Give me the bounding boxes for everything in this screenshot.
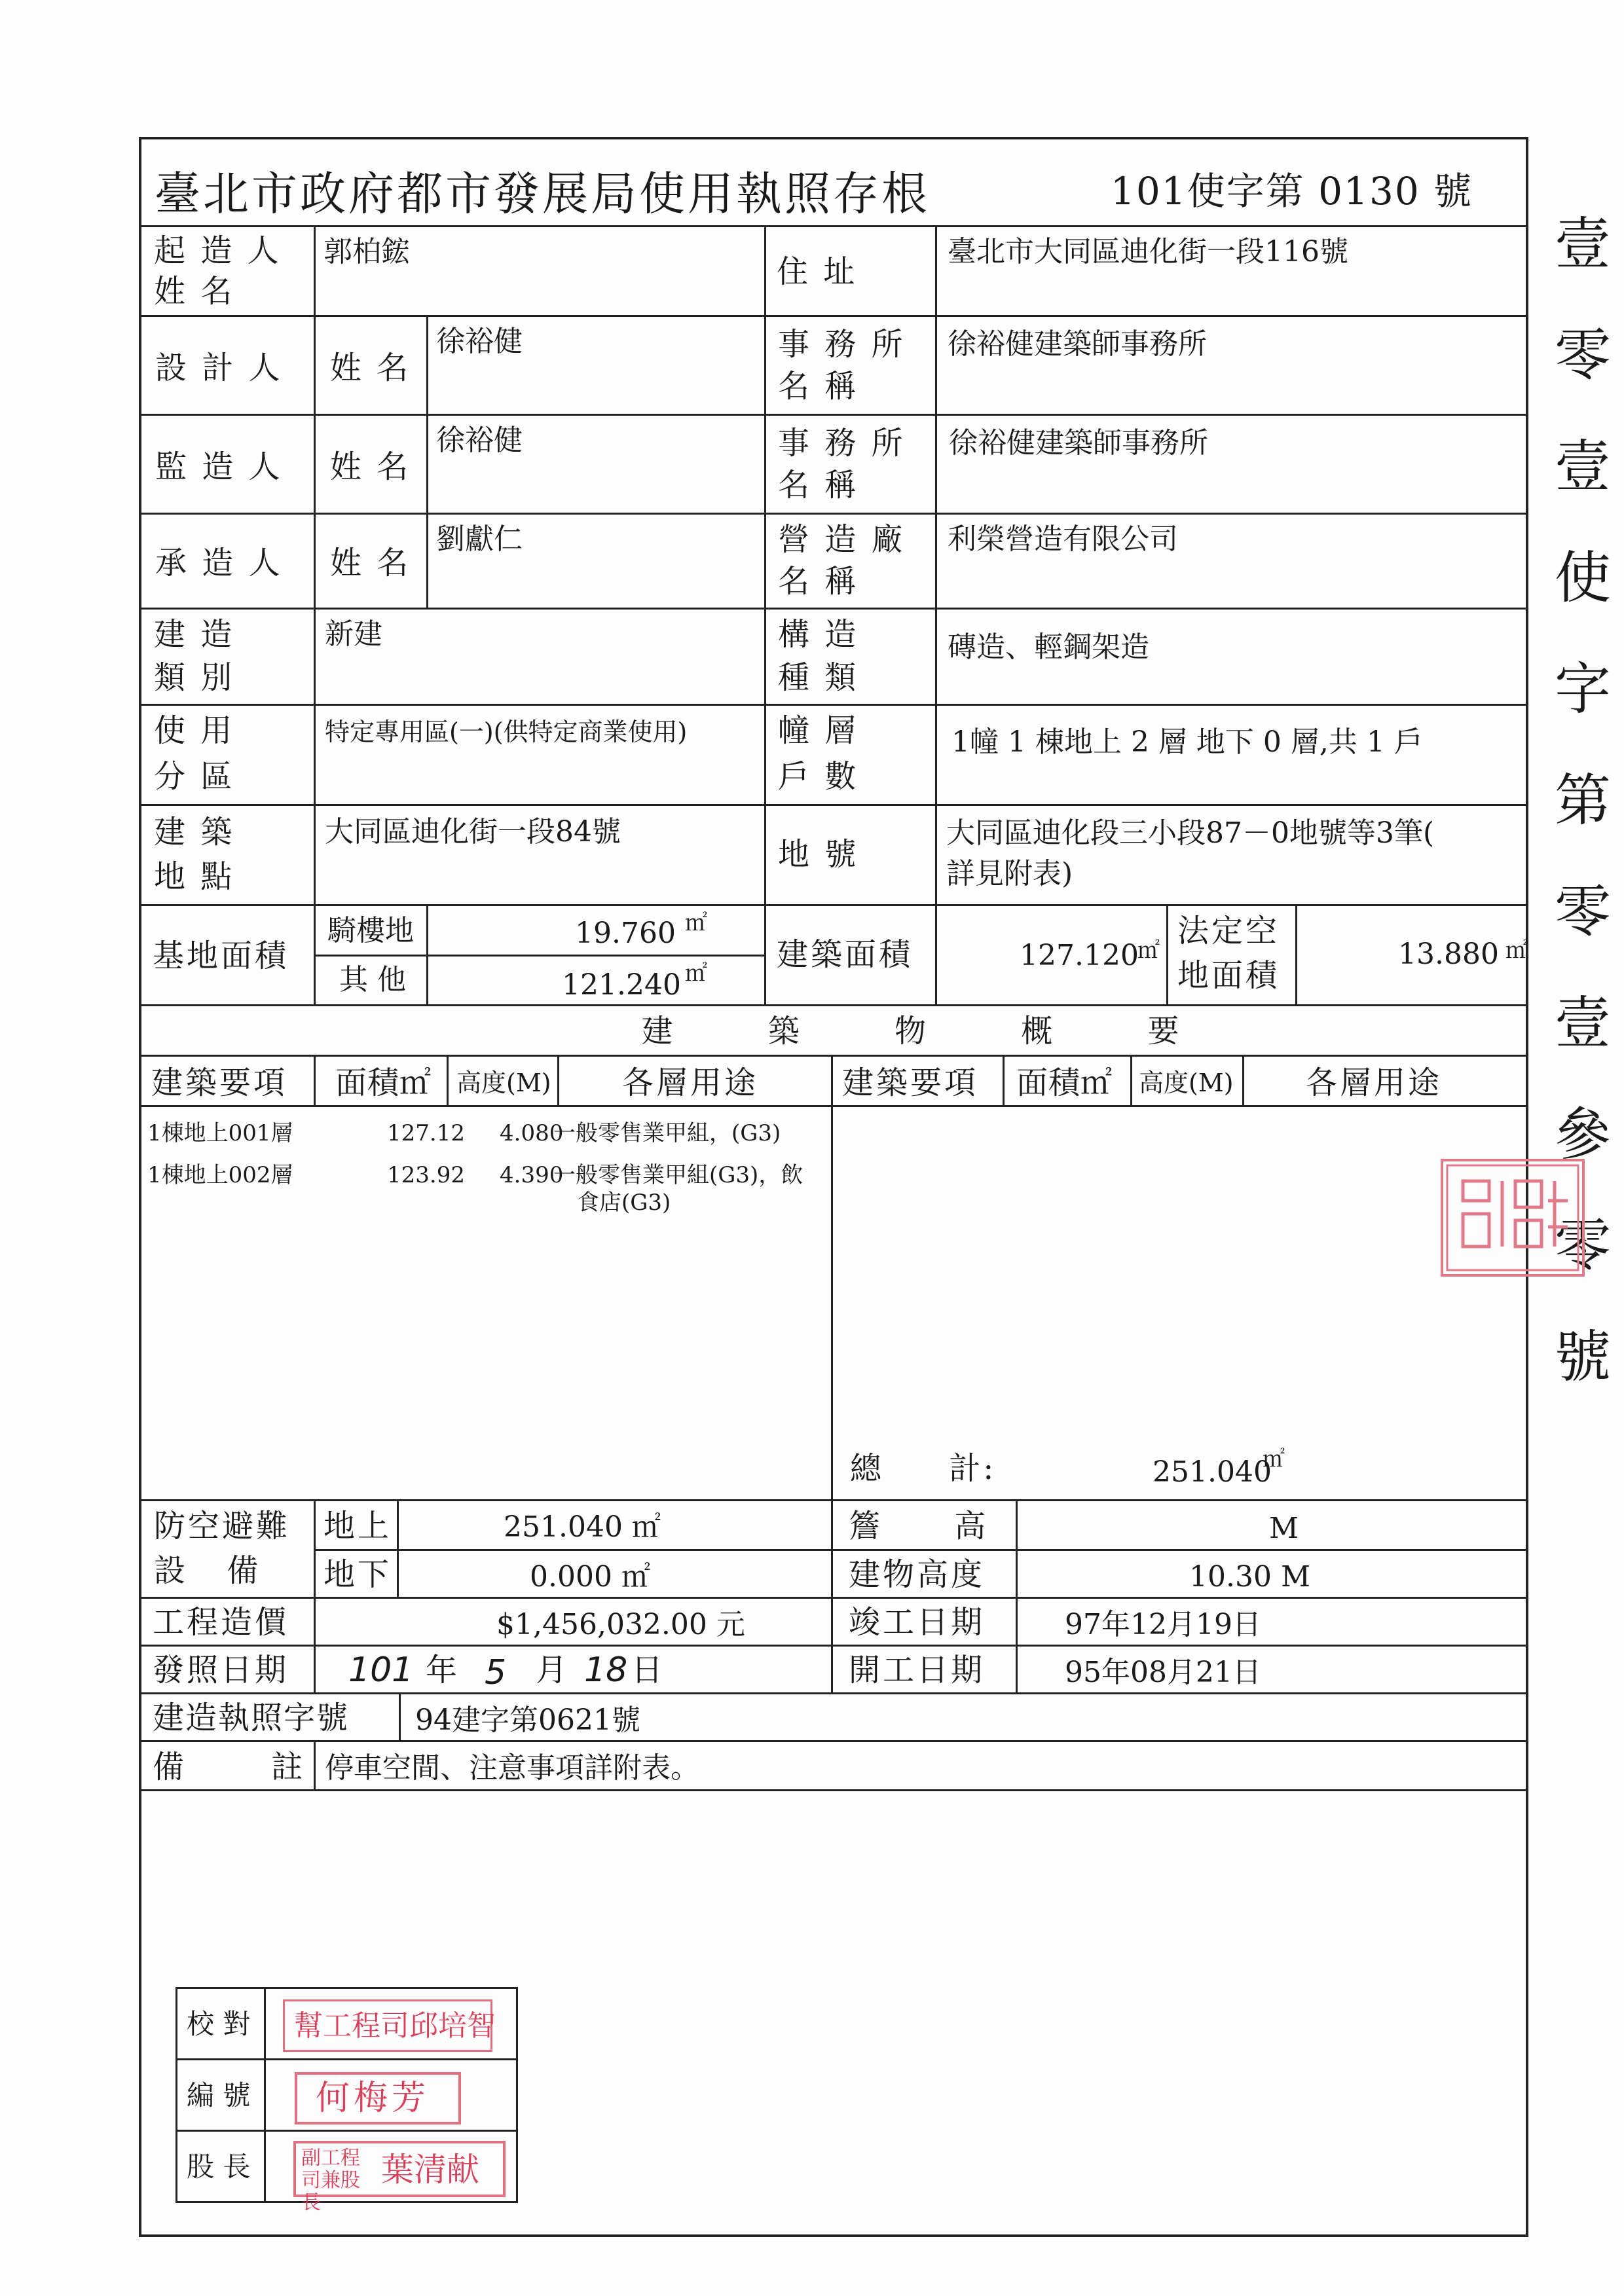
eave-label-cell: 簷 高 [831,1499,1018,1551]
side-char: 零 [1555,323,1611,388]
above-value: 251.040 ㎡ [504,1510,661,1544]
permit-value-cell [399,1692,1528,1742]
side-char: 參 [1555,1102,1611,1167]
chief-label-cell: 股 長 [175,2130,266,2203]
shelter-label-cell: 防空避難 設 備 [139,1499,316,1599]
base-area-label-cell: 基地面積 [139,904,316,1006]
supervisor-office: 徐裕健建築師事務所 [949,426,1208,460]
entry-use: 一般零售業甲組(G3)，飲 [553,1162,803,1188]
summary-section-title: 建 築 物 概 要 [641,1013,1179,1049]
total-value: 251.040 [1153,1455,1272,1489]
eave-value-cell [1016,1499,1528,1551]
entry-height: 4.080 [500,1120,564,1146]
building-area-label-cell: 建築面積 [764,904,937,1006]
document-number: 101使字第 0130 號 [1111,169,1473,213]
supervisor-office-cell [935,414,1528,515]
build-type-cell [314,608,766,706]
building-area: 127.120 [1020,939,1139,972]
height-value-cell [1016,1549,1528,1599]
entry-height: 4.390 [500,1162,564,1188]
chief-stamp-cell [264,2130,518,2214]
contractor-company: 利榮營造有限公司 [948,522,1178,556]
zoning-label-cell: 使 用 分 區 [139,704,316,806]
col-height-header: 高度(M) [447,1055,559,1107]
site-address: 大同區迪化街一段84號 [325,815,621,848]
build-type: 新建 [325,617,382,651]
entry-area: 127.12 [387,1120,465,1146]
site-label-cell: 建 築 地 點 [139,804,316,906]
remark: 停車空間、注意事項詳附表。 [325,1751,699,1785]
number-label-cell: 編 號 [175,2058,266,2132]
issue-year: 101 [348,1650,414,1690]
official-seal [1441,1159,1585,1277]
entry-use: 一般零售業甲組，(G3) [553,1120,781,1146]
issue-date-cell: 101 年 5 月 18 日 [314,1645,833,1694]
supervisor-name-label-cell: 姓 名 [314,414,428,515]
structure: 磚造、輕鋼架造 [948,630,1149,664]
side-char: 零 [1555,879,1611,945]
page-title: 臺北市政府都市發展局使用執照存根 [155,167,930,221]
address-value-cell [935,225,1528,317]
zoning-cell [314,704,766,806]
arcade-value: 19.760 [575,917,676,950]
supervisor-label-cell: 監 造 人 [139,414,316,515]
height-label-cell: 建物高度 [831,1549,1018,1599]
completion-value-cell [1016,1597,1528,1647]
cost-label-cell: 工程造價 [139,1597,316,1647]
below-label-cell: 地下 [314,1549,399,1599]
number-stamp: 何梅芳 [295,2072,461,2124]
lot-label-cell: 地 號 [764,804,937,906]
entry-use-cont: 食店(G3) [577,1190,671,1216]
col-area-header: 面積㎡ [314,1055,449,1107]
entry-item: 1棟地上001層 [147,1120,293,1146]
check-stamp-cell [264,1987,518,2060]
zoning: 特定專用區(一)(供特定商業使用) [325,718,688,746]
lot-line-1: 大同區迪化段三小段87－0地號等3筆( [946,816,1435,850]
arcade-label-cell: 騎樓地 [314,904,428,957]
side-char: 壹 [1555,991,1611,1056]
structure-cell [935,608,1528,706]
entry-item: 1棟地上002層 [147,1162,293,1188]
remark-label-cell: 備 註 [139,1740,316,1791]
other-value-cell: 121.240 ㎡ [426,955,766,1006]
open-space: 13.880 [1398,938,1499,971]
permit-number: 94建字第0621號 [415,1704,640,1737]
open-space-cell: 13.880 ㎡ [1295,904,1528,1006]
summary-left-body [139,1105,833,1501]
open-space-label-cell: 法定空 地面積 [1166,904,1297,1006]
summary-section-title-cell [139,1004,1528,1057]
remark-value-cell [314,1740,1528,1791]
address-value: 臺北市大同區迪化街一段116號 [948,235,1348,268]
side-char: 字 [1555,657,1611,722]
contractor-company-cell [935,513,1528,610]
issue-label-cell: 發照日期 [139,1645,316,1694]
designer-office-cell [935,315,1528,416]
building-area-cell: 127.120 ㎡ [935,904,1168,1006]
building-height: 10.30 M [1189,1560,1311,1594]
chief-stamp: 副工程司兼股長 葉清献 [293,2141,506,2197]
contractor-name-cell [426,513,766,610]
permit-label-cell: 建造執照字號 [139,1692,401,1742]
supervisor-name: 徐裕健 [436,424,523,457]
above-label-cell: 地上 [314,1499,399,1551]
address-label-cell: 住 址 [764,225,937,317]
designer-office: 徐裕健建築師事務所 [948,327,1207,361]
supervisor-office-label-cell: 事 務 所 名 稱 [764,414,937,515]
builder-name-cell [314,225,766,317]
start-date: 95年08月21日 [1065,1656,1261,1689]
eave-value: M [1269,1512,1299,1545]
official-seal-graphic [1443,1161,1582,1274]
side-char: 零 [1555,1213,1611,1279]
side-char: 第 [1555,768,1611,833]
issue-month: 5 [485,1653,507,1692]
designer-name-cell [426,315,766,416]
site-cell [314,804,766,906]
side-char: 壹 [1555,434,1611,500]
contractor-label-cell: 承 造 人 [139,513,316,610]
designer-label-cell: 設 計 人 [139,315,316,416]
entry-area: 123.92 [387,1162,465,1188]
builder-name: 郭柏鋐 [323,235,410,268]
other-label-cell: 其 他 [314,955,428,1006]
below-value-cell [397,1549,833,1599]
total-label: 總 計: [850,1450,997,1487]
below-value: 0.000 ㎡ [530,1560,650,1594]
contractor-company-label-cell: 營 造 廠 名 稱 [764,513,937,610]
side-char: 使 [1555,545,1611,611]
col-use-header-2: 各層用途 [1242,1055,1528,1107]
check-label-cell: 校 對 [175,1987,266,2060]
number-stamp-cell [264,2058,518,2132]
designer-name: 徐裕健 [436,325,523,358]
floors-label-cell: 幢 層 戶 數 [764,704,937,806]
supervisor-name-cell [426,414,766,515]
start-label-cell: 開工日期 [831,1645,1018,1694]
lot-cell [935,804,1528,906]
build-type-label-cell: 建 造 類 別 [139,608,316,706]
side-char: 號 [1555,1324,1611,1390]
other-value: 121.240 [562,968,681,1002]
col-height-header-2: 高度(M) [1130,1055,1244,1107]
floors: 1幢 1 棟地上 2 層 地下 0 層,共 1 戶 [951,725,1423,759]
contractor-name: 劉獻仁 [436,522,523,556]
floors-cell [935,704,1528,806]
col-use-header: 各層用途 [557,1055,833,1107]
cost-value-cell [314,1597,833,1647]
check-stamp: 幫工程司邱培智 [283,1999,492,2052]
cost-value: $1,456,032.00 元 [496,1608,745,1641]
start-value-cell [1016,1645,1528,1694]
summary-right-body: 總 計: 251.040 ㎡ [831,1105,1528,1501]
issue-day: 18 [584,1650,628,1690]
lot-line-2: 詳見附表) [946,857,1073,890]
col-area-header-2: 面積㎡ [1003,1055,1132,1107]
completion-date: 97年12月19日 [1065,1608,1261,1641]
designer-office-label-cell: 事 務 所 名 稱 [764,315,937,416]
contractor-name-label-cell: 姓 名 [314,513,428,610]
builder-label-cell: 起 造 人 姓 名 [139,225,316,317]
col-item-header: 建築要項 [139,1055,316,1107]
completion-label-cell: 竣工日期 [831,1597,1018,1647]
col-item-header-2: 建築要項 [831,1055,1005,1107]
arcade-value-cell: 19.760 ㎡ [426,904,766,957]
above-value-cell [397,1499,833,1551]
designer-name-label-cell: 姓 名 [314,315,428,416]
side-char: 壹 [1555,211,1611,277]
structure-label-cell: 構 造 種 類 [764,608,937,706]
